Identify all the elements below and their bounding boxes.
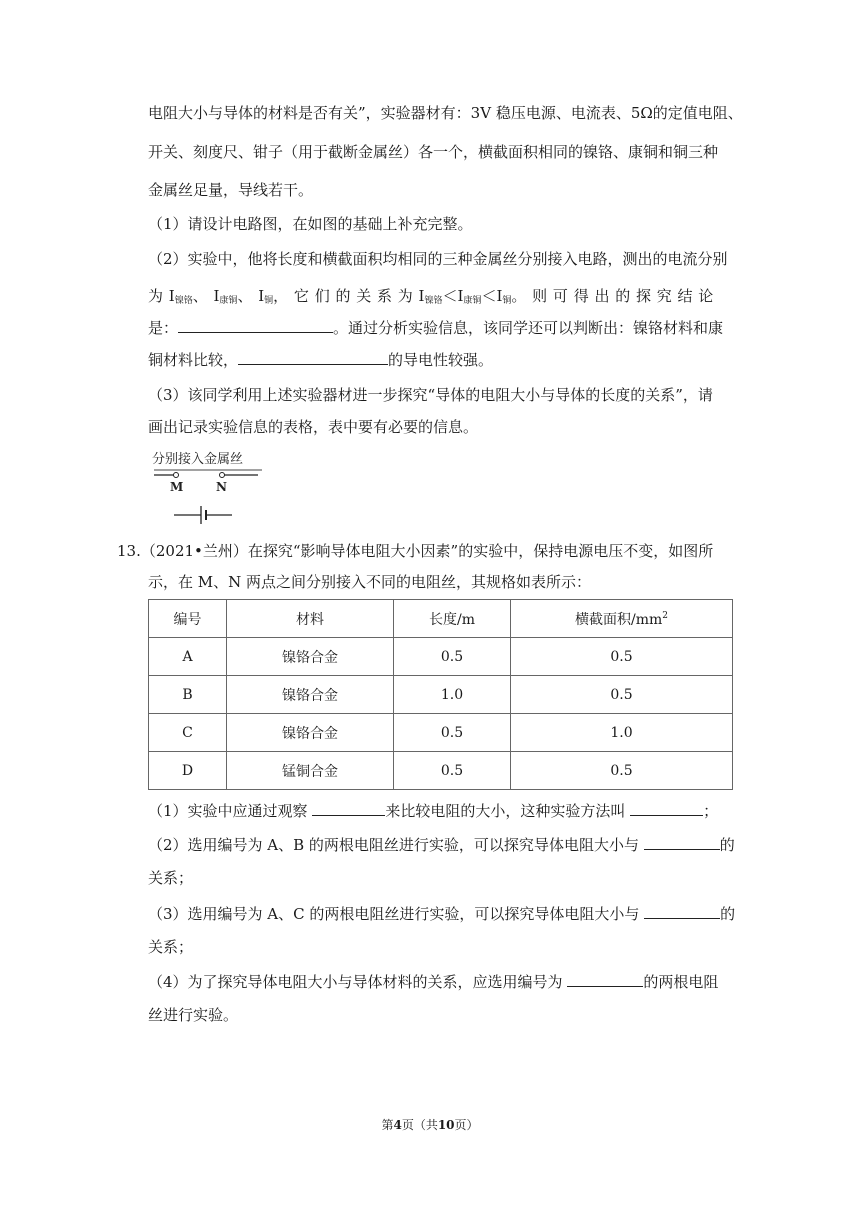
page-footer: 第4页（共10页）	[381, 1118, 479, 1132]
table-cell: 0.5	[511, 752, 733, 790]
table-cell: 0.5	[394, 752, 511, 790]
subquestion-4-cont: 丝进行实验。	[148, 1006, 239, 1024]
table-row	[149, 676, 733, 714]
circuit-figure	[148, 449, 268, 531]
table-cell: C	[149, 714, 227, 752]
question-2-currents: 为 $I_{镍铬}$、 $I_{康铜}$、 $I_铜$， 它 们 的 关 系 为 $I_{镍铬}<I_{康铜}<I_铜$。 则 可 得 出 的 探 究 结 论	[148, 287, 714, 306]
subquestion-2: （2）选用编号为 A、B 的两根电阻丝进行实验，可以探究导体电阻大小与 的	[148, 836, 735, 854]
answer-blank[interactable]	[630, 800, 703, 816]
table-cell: D	[149, 752, 227, 790]
question-3-line: （3）该同学利用上述实验器材进一步探究“导体的电阻大小与导体的长度的关系”，请	[148, 386, 713, 404]
spec-table	[148, 599, 733, 790]
table-cell: 镍铬合金	[227, 638, 394, 676]
subquestion-2-cont: 关系；	[148, 869, 194, 887]
header-cell: 编号	[149, 600, 227, 638]
terminal-n	[220, 473, 225, 478]
paragraph-line: 电阻大小与导体的材料是否有关”，实验器材有：3V 稳压电源、电流表、5Ω的定值电阻、	[148, 104, 743, 122]
header-cell: 材料	[227, 600, 394, 638]
header-cell: 横截面积$/mm^2$	[511, 600, 733, 638]
header-cell: 长度/m	[394, 600, 511, 638]
question-2-conclusion: 是： 。通过分析实验信息，该同学还可以判断出：镍铬材料和康	[148, 319, 724, 337]
label-n: N	[216, 480, 227, 494]
table-row	[149, 714, 733, 752]
question-3-line: 画出记录实验信息的表格，表中要有必要的信息。	[148, 418, 479, 436]
figure-caption: 分别接入金属丝	[152, 452, 244, 467]
question-1: （1）请设计电路图，在如图的基础上补充完整。	[148, 215, 473, 233]
table-cell: B	[149, 676, 227, 714]
table-cell: 锰铜合金	[227, 752, 394, 790]
table-cell: 镍铬合金	[227, 676, 394, 714]
question-2-conductivity: 铜材料比较， 的导电性较强。	[148, 351, 494, 369]
terminal-m	[174, 473, 179, 478]
table-cell: 1.0	[511, 714, 733, 752]
answer-blank[interactable]	[644, 903, 720, 919]
answer-blank[interactable]	[238, 349, 388, 365]
table-cell: 0.5	[511, 676, 733, 714]
answer-blank[interactable]	[567, 971, 643, 987]
subquestion-3: （3）选用编号为 A、C 的两根电阻丝进行实验，可以探究导体电阻大小与 的	[148, 905, 736, 923]
table-cell: 镍铬合金	[227, 714, 394, 752]
table-cell: 0.5	[511, 638, 733, 676]
paragraph-line: 金属丝足量，导线若干。	[148, 181, 314, 199]
label-m: M	[170, 480, 184, 494]
problem-13-intro: 示，在 M、N 两点之间分别接入不同的电阻丝，其规格如表所示：	[148, 573, 592, 591]
question-2-line: （2）实验中，他将长度和横截面积均相同的三种金属丝分别接入电路，测出的电流分别	[148, 250, 728, 268]
table-row	[149, 752, 733, 790]
table-cell: 0.5	[394, 638, 511, 676]
table-header-row	[149, 600, 733, 638]
subquestion-1: （1）实验中应通过观察 来比较电阻的大小，这种实验方法叫 ；	[148, 802, 719, 820]
table-cell: 0.5	[394, 714, 511, 752]
table-row	[149, 638, 733, 676]
table-cell: A	[149, 638, 227, 676]
problem-13-intro: 13.（2021•兰州）在探究“影响导体电阻大小因素”的实验中，保持电源电压不变，如图所	[117, 542, 714, 560]
circuit-diagram	[148, 449, 268, 531]
subquestion-3-cont: 关系；	[148, 938, 194, 956]
answer-blank[interactable]	[312, 800, 385, 816]
paragraph-line: 开关、刻度尺、钳子（用于截断金属丝）各一个，横截面积相同的镍铬、康铜和铜三种	[148, 143, 719, 161]
table-cell: 1.0	[394, 676, 511, 714]
subquestion-4: （4）为了探究导体电阻大小与导体材料的关系，应选用编号为 的两根电阻	[148, 973, 719, 991]
answer-blank[interactable]	[644, 834, 720, 850]
answer-blank[interactable]	[178, 317, 333, 333]
